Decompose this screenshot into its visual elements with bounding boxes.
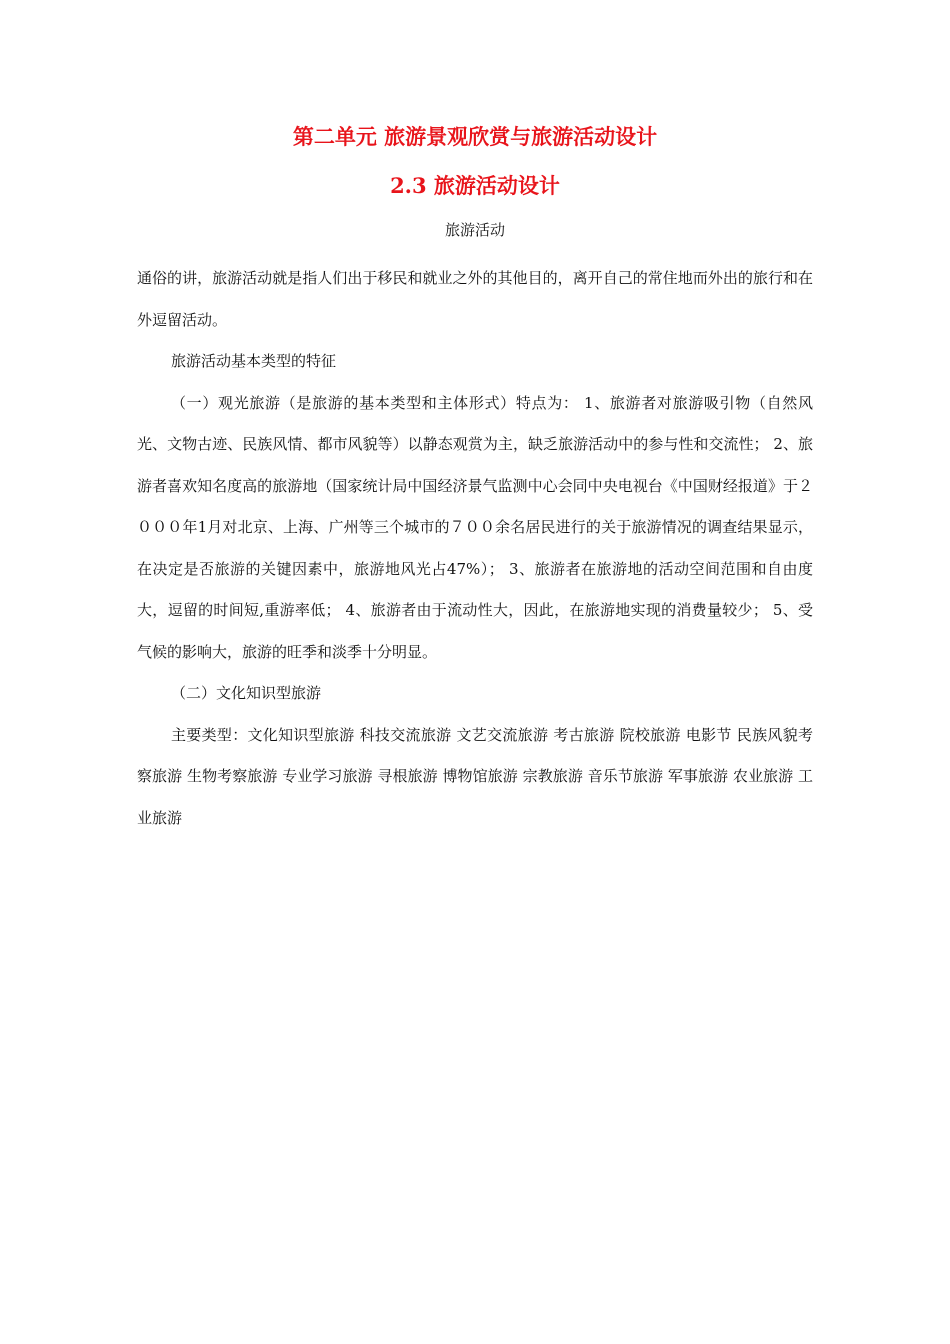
- paragraph-definition: 通俗的讲，旅游活动就是指人们出于移民和就业之外的其他目的，离开自己的常住地而外出的旅行和在外逗留活动。: [137, 269, 813, 329]
- paragraph-sightseeing-tourism: （一）观光旅游（是旅游的基本类型和主体形式）特点为： 1、旅游者对旅游吸引物（自然风光、文物古迹、民族风情、都市风貌等）以静态观赏为主，缺乏旅游活动中的参与性和交流性； 2、旅游者喜欢知名度高的旅游地（国家统计局中国经济景气监测中心会同中央电视台《中国财经报道》于２０００年1月对北京、上海、广州等三个城市的７００余名居民进行的关于旅游情况的调查结果显示，在决定是否旅游的关键因素中，旅游地风光占47%）； 3、旅游者在旅游地的活动空间范围和自由度大，逗留的时间短,重游率低； 4、旅游者由于流动性大，因此，在旅游地实现的消费量较少； 5、受气候的影响大，旅游的旺季和淡季十分明显。: [137, 393, 813, 661]
- paragraph-cultural-tourism-types: 主要类型：文化知识型旅游 科技交流旅游 文艺交流旅游 考古旅游 院校旅游 电影节 民族风貌考察旅游 生物考察旅游 专业学习旅游 寻根旅游 博物馆旅游 宗教旅游 音乐节旅游 军事旅游 农业旅游 工业旅游: [137, 725, 813, 827]
- document-title: 第二单元 旅游景观欣赏与旅游活动设计: [292, 124, 658, 149]
- document-subtitle: 2.3 旅游活动设计: [390, 173, 560, 198]
- paragraph-cultural-tourism-heading: （二）文化知识型旅游: [171, 684, 322, 702]
- document-body: [137, 258, 813, 839]
- paragraph-types-heading: 旅游活动基本类型的特征: [171, 352, 337, 370]
- section-heading: 旅游活动: [444, 221, 505, 239]
